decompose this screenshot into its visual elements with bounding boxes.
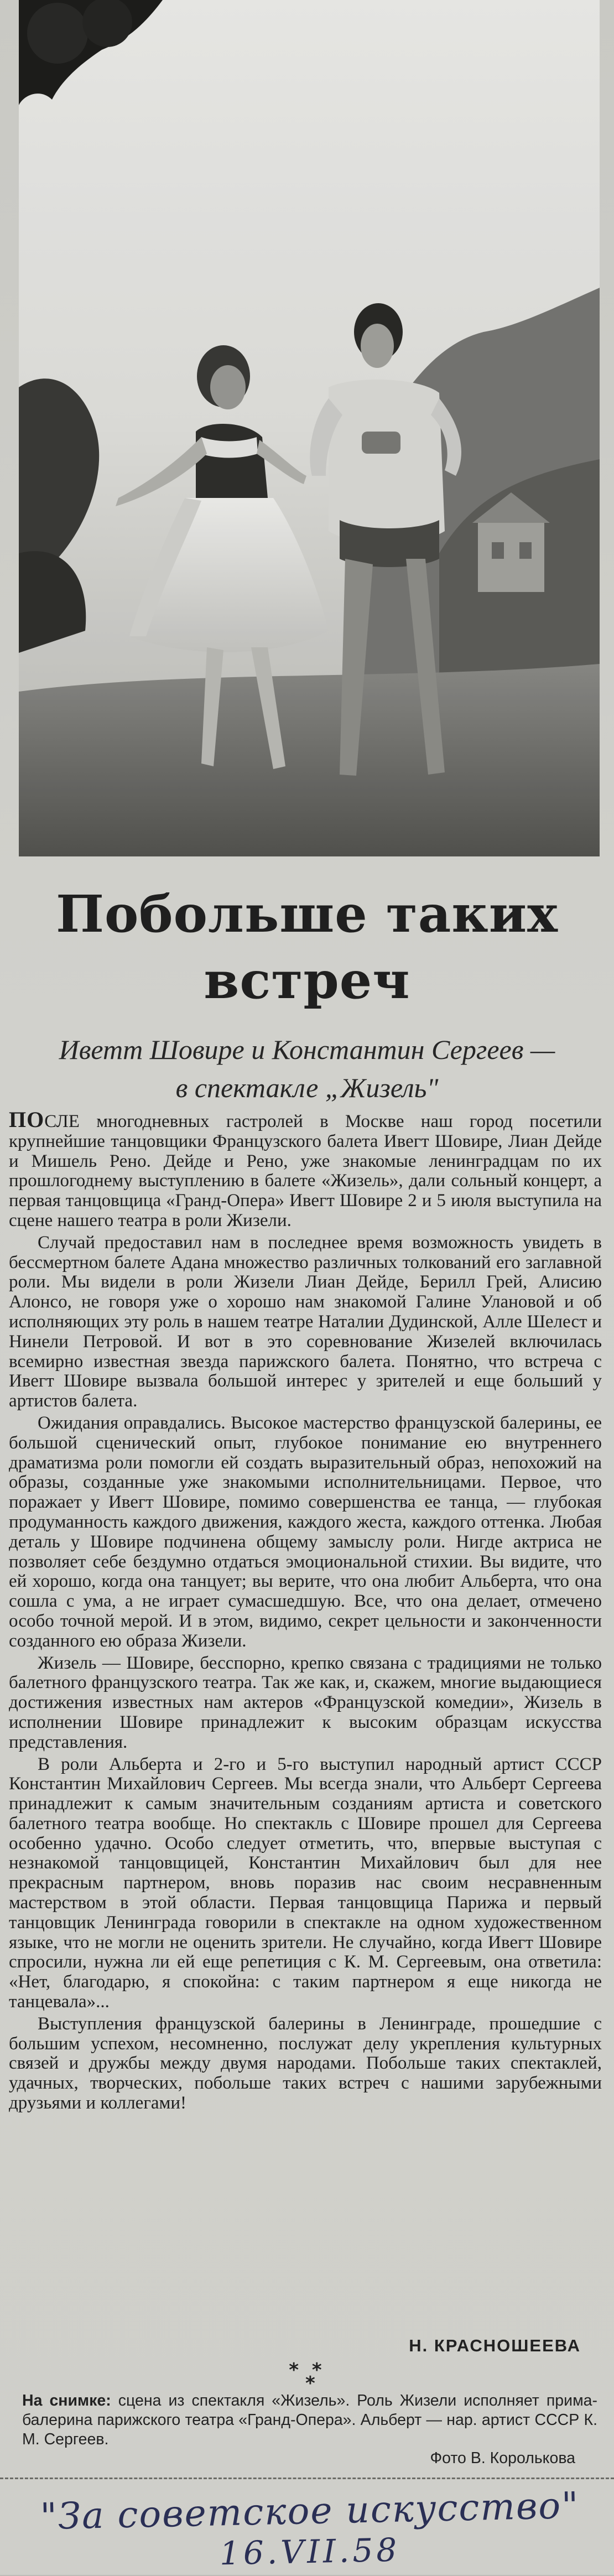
article-paragraph: Выступления французской балерины в Ленинграде, прошедшие с большим успехом, несомненно, послужат делу укрепления культурных связей и дружбы между двумя народами. Побольше таких спектаклей, удачных, творческих, побольше таких встреч с нашими зарубежными друзьями и коллегами! [9, 2013, 602, 2113]
ballet-photo [19, 0, 600, 856]
asterism-divider: * * * [289, 2359, 325, 2395]
subheadline-line-2: в спектакле „Жизель" [175, 1072, 439, 1103]
ballet-photo-image [19, 0, 600, 856]
article-paragraph: ПОСЛЕ многодневных гастролей в Москве наш город посетили крупнейшие танцовщики Французского балета Ивегт Шовире, Лиан Дейде и Мишель Рено. Дейде и Рено, уже знакомые ленинградцам по их прошлогоднему выступлению в балете «Жизель», дали сольный концерт, а первая танцовщица «Гранд-Опера» Ивегт Шовире 2 и 5 июля выступила на сцене нашего театра в роли Жизели. [9, 1107, 602, 1230]
cut-line-divider [0, 2478, 614, 2481]
article-paragraph: В роли Альберта и 2-го и 5-го выступил народный артист СССР Константин Михайлович Сергеев. Мы всегда знали, что Альберт Сергеева принадлежит к самым значительным созданиям артиста и советского балетного театра вообще. Но спектакль с Шовире прошел для Сергеева особенно удачно. Особо следует отметить, что, впервые выступая с незнакомой танцовщицей, Константин Михайлович был для нее прекрасным партнером, вновь поразив нас своим несравненным мастерством в этой области. Первая танцовщица Парижа и первый танцовщик Ленинграда говорили в спектакле на одном художественном языке, что не могли не оценить зрители. Не случайно, когда Ивегт Шовире спросили, нужна ли ей еще репетиция с К. М. Сергеевым, она ответила: «Нет, благодарю, я спокойна: с таким партнером я еще никогда не танцевала»... [9, 1754, 602, 2012]
handwritten-source-note: "За советское искусство" [39, 2484, 580, 2538]
photo-caption [22, 2391, 597, 2449]
article-body [9, 1107, 602, 2116]
caption-text: сцена из спектакля «Жизель». Роль Жизели исполняет прима-балерина парижского театра «Гранд-Опера». Альберт — нар. артист СССР К. М. Сергеев. [22, 2392, 597, 2448]
photo-credit: Фото В. Королькова [430, 2449, 575, 2467]
handwritten-date-note: 16.VII.58 [219, 2531, 400, 2573]
article-paragraph: Ожидания оправдались. Высокое мастерство французской балерины, ее большой сценический опыт, глубокое понимание ею внутреннего драматизма роли помогли ей создать выразительный образ, непохожий на образы, созданные уже знакомыми исполнительницами. Первое, что поражает у Ивегт Шовире, помимо совершенства ее танца, — глубокая продуманность каждого движения, каждого жеста, каждого оттенка. Любая деталь у Шовире подчинена общему замыслу роли. Нигде актриса не позволяет себе бездумно отдаться эмоциональной стихии. Вы видите, что ей хорошо, когда она танцует; вы верите, что она любит Альберта, что она сошла с ума, а не играет сумасшедшую. Все, что она делает, отмечено особо точной мерой. И в этом, видимо, секрет цельности и законченности созданного ею образа Жизели. [9, 1412, 602, 1651]
headline-line-2: встреч [204, 951, 410, 1010]
drop-cap: ПО [9, 1107, 45, 1132]
subheadline-line-1: Иветт Шовире и Константин Сергеев — [59, 1034, 555, 1065]
article-paragraph: Случай предоставил нам в последнее время возможность увидеть в бессмертном балете Адана множество различных толкований его заглавной роли. Мы видели в роли Жизели Лиан Дейде, Берилл Грей, Алисию Алонсо, не говоря уже о хорошо нам знакомой Галине Улановой и об исполняющих эту роль в нашем театре Наталии Дудинской, Алле Шелест и Нинели Петровой. И вот в это соревнование Жизелей включилась всемирно известная звезда парижского балета. Понятно, что встреча с Ивегт Шовире вызвала большой интерес у зрителей и еще больший у артистов балета. [9, 1232, 602, 1411]
author-byline: Н. КРАСНОШЕЕВА [409, 2336, 581, 2355]
caption-label: На снимке: [22, 2392, 111, 2409]
article-paragraph: Жизель — Шовире, бесспорно, крепко связана с традициями не только балетного французского театра. Так же как, и, скажем, многие выдающиеся достижения известных нам актеров «Французской комедии», Жизель в исполнении Шовире принадлежит к высоким образцам искусства представления. [9, 1653, 602, 1752]
headline-line-1: Побольше таких [56, 884, 558, 944]
